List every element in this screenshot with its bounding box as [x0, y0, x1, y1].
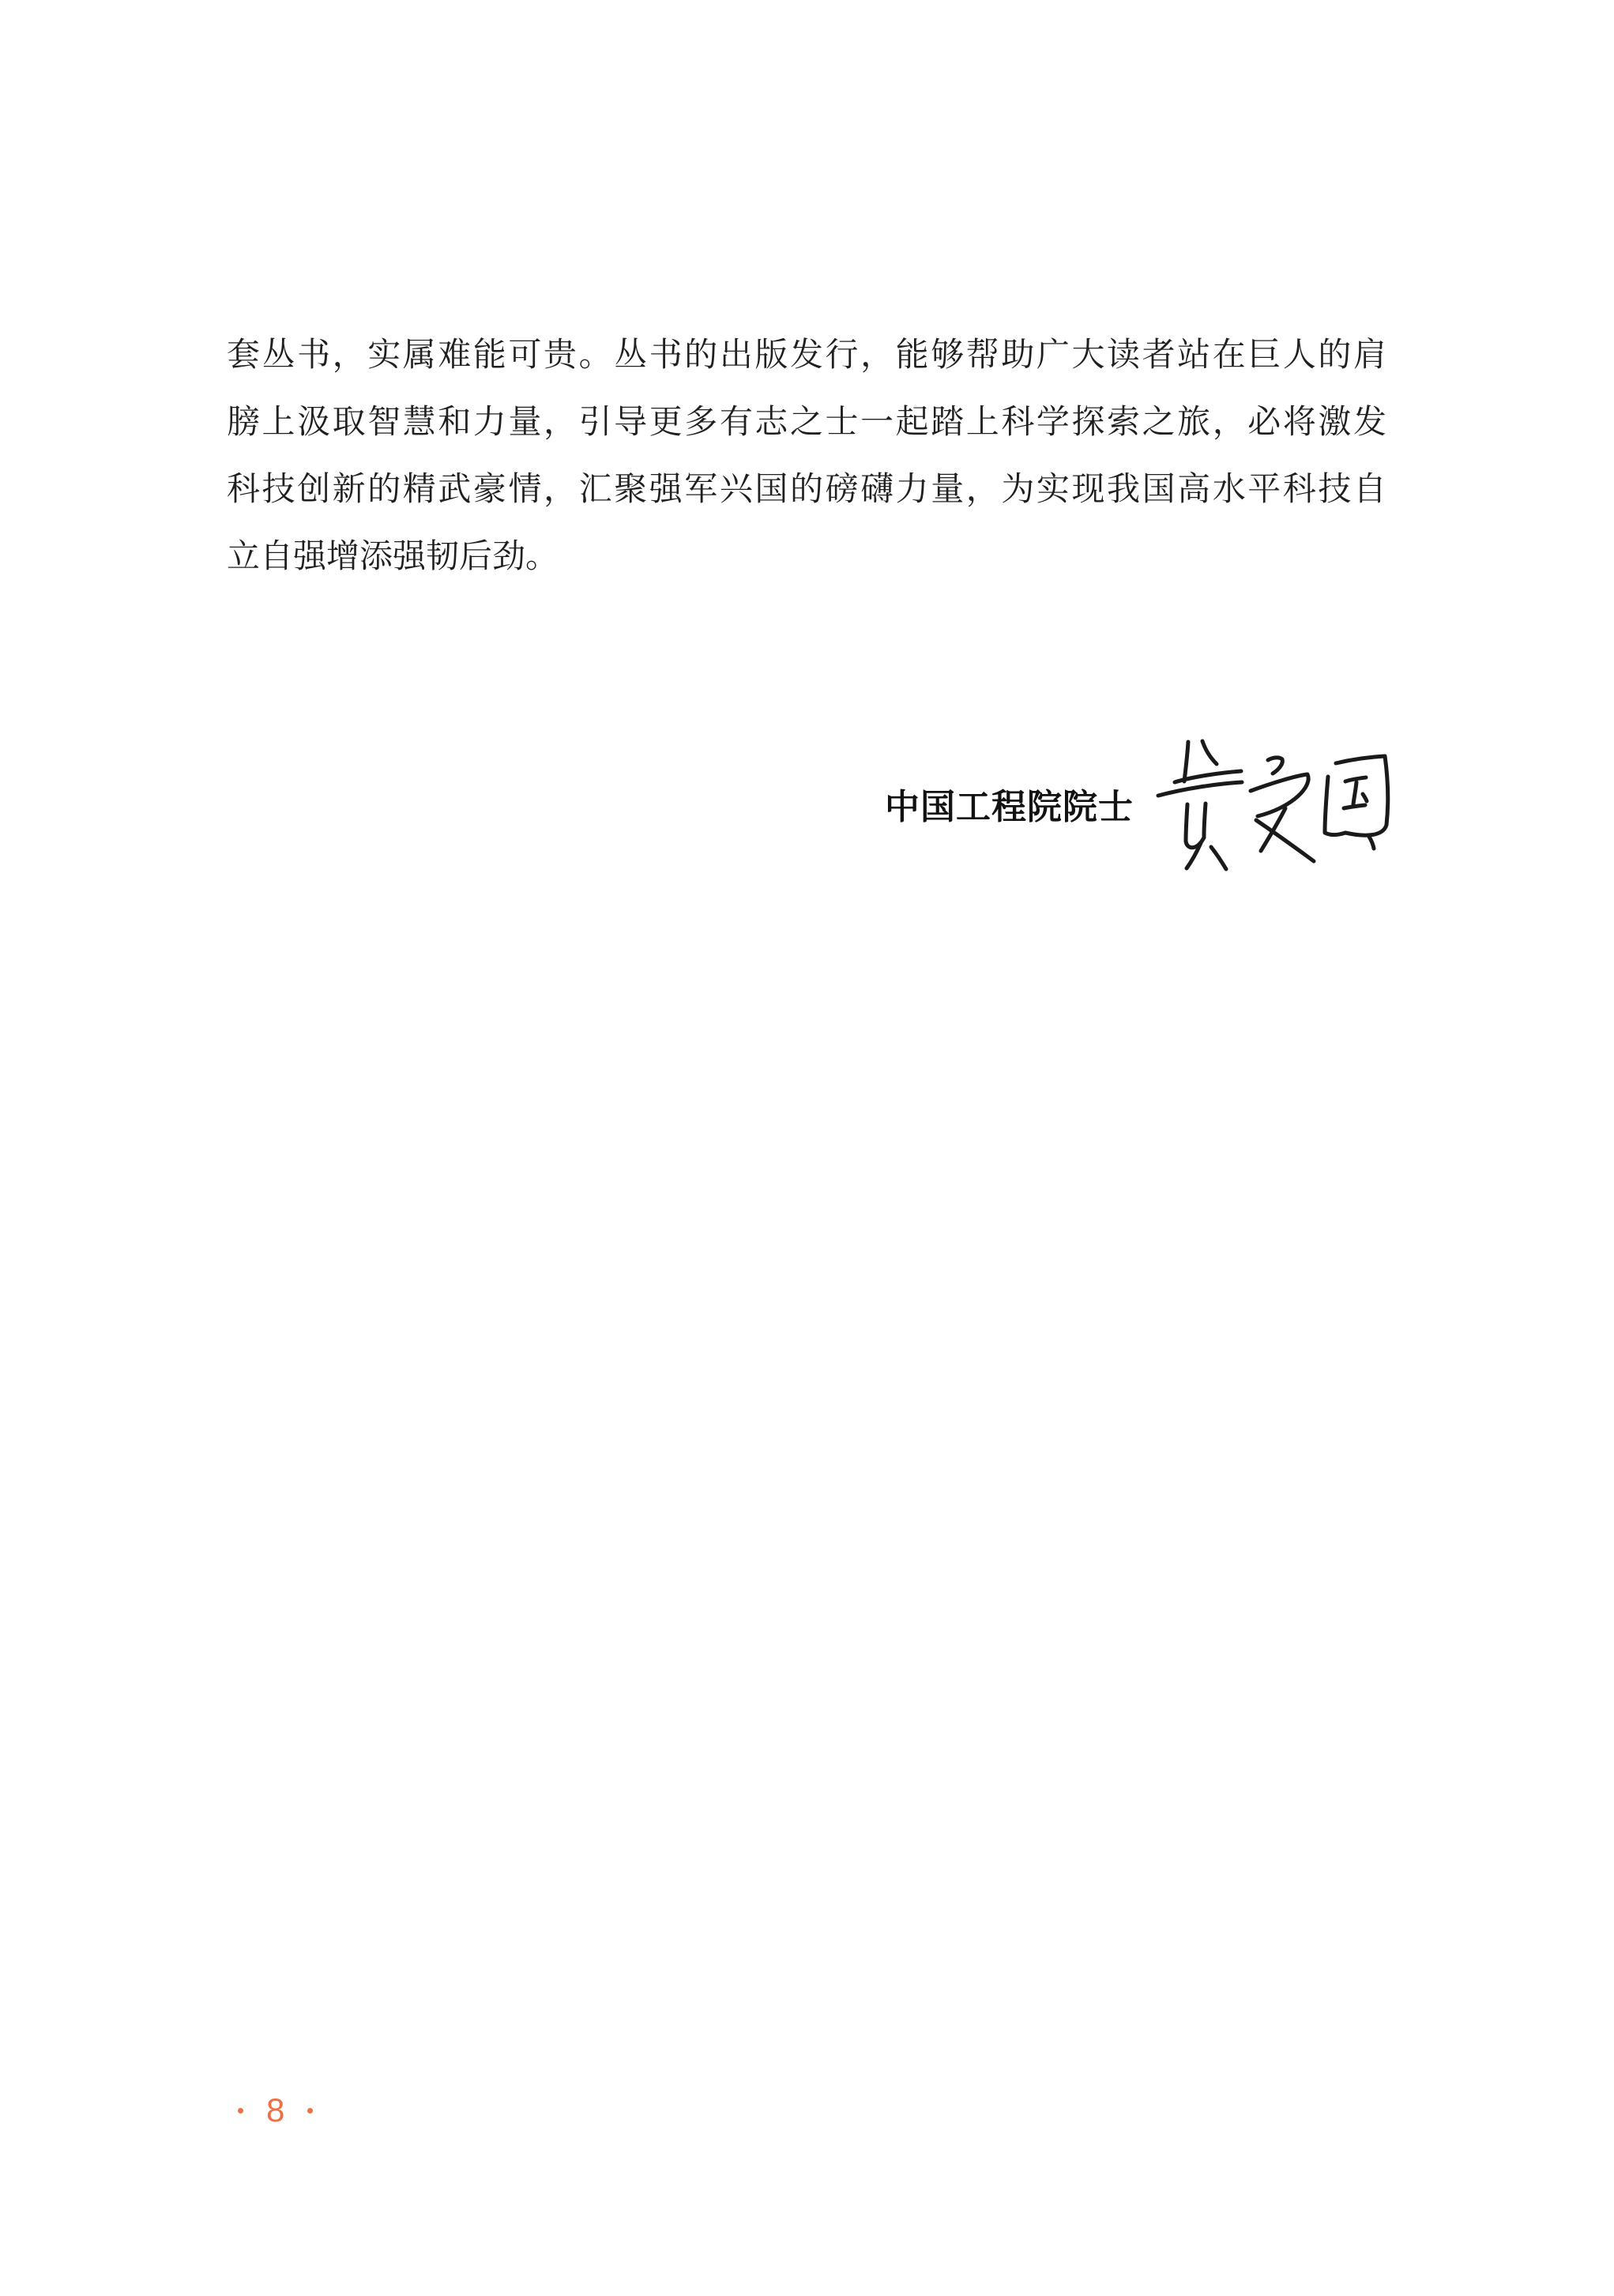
- paragraph-line: 立自强增添强韧后劲。: [227, 539, 559, 575]
- signature-title: 中国工程院院士: [885, 788, 1134, 826]
- body-paragraph: [227, 322, 1386, 591]
- signature-char-guo: [1325, 756, 1388, 849]
- paragraph-line: 套丛书，实属难能可贵。丛书的出版发行，能够帮助广大读者站在巨人的肩: [227, 337, 1386, 374]
- page-number: 8: [266, 2091, 285, 2129]
- paragraph-line: 膀上汲取智慧和力量，引导更多有志之士一起踏上科学探索之旅，必将激发: [227, 405, 1386, 441]
- signature-char-fei: [1158, 741, 1242, 869]
- signature-handwriting: [1138, 703, 1469, 893]
- footer: [238, 2091, 313, 2129]
- footer-dot-icon: [307, 2108, 313, 2113]
- signature-char-ai: [1251, 758, 1314, 861]
- footer-dot-icon: [238, 2108, 243, 2113]
- paragraph-line: 科技创新的精武豪情，汇聚强军兴国的磅礴力量，为实现我国高水平科技自: [227, 472, 1386, 508]
